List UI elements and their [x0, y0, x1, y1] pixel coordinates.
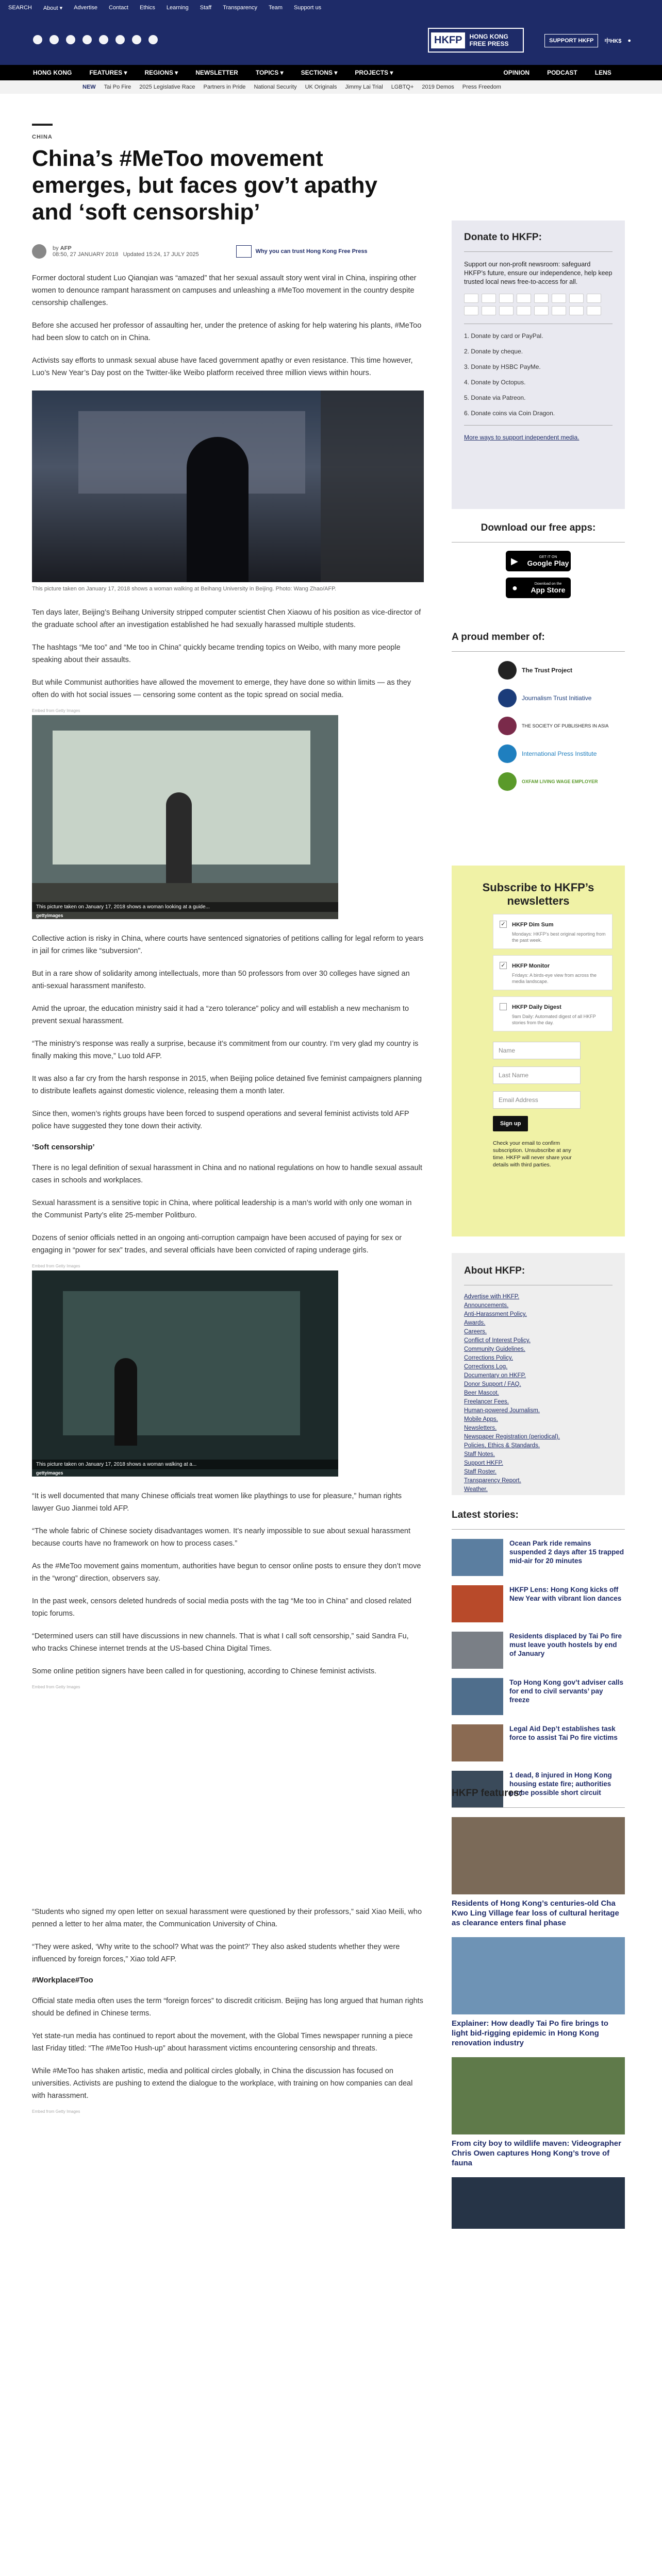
topbar-search[interactable]: SEARCH: [8, 5, 32, 11]
about-link[interactable]: Transparency Report.: [464, 1478, 521, 1484]
as-small: Download on the: [534, 582, 562, 586]
as-label: App Store: [531, 585, 566, 594]
about-link[interactable]: Human-powered Journalism.: [464, 1408, 540, 1414]
topbar-advertise[interactable]: Advertise: [74, 5, 98, 11]
user-icon[interactable]: ●: [627, 38, 631, 44]
about-link[interactable]: Corrections Policy.: [464, 1355, 514, 1361]
paragraph: Official state media often uses the term “foreign forces” to discredit criticism. Beijing has long argued that human rights should be defined in Chinese terms.: [32, 1997, 423, 2018]
paragraph: The hashtags “Me too” and “Me too in China” quickly became trending topics on Weibo, with many more people speaking about their assaults.: [32, 643, 401, 664]
sopa-logo: [498, 717, 517, 735]
member-sopa[interactable]: [498, 717, 625, 735]
bitcoin-icon: [569, 306, 584, 315]
about-link[interactable]: Careers.: [464, 1329, 487, 1335]
trending-item[interactable]: Partners in Pride: [203, 84, 246, 90]
facebook-icon[interactable]: [33, 35, 42, 44]
feature-image[interactable]: [452, 2177, 625, 2229]
gp-small: GET IT ON: [539, 555, 557, 559]
logo-line2: FREE PRESS: [469, 40, 509, 47]
divider: [452, 651, 625, 652]
story-thumbnail: [452, 1632, 503, 1669]
logo-mark: HKFP: [431, 32, 465, 48]
amex-icon: [499, 294, 514, 303]
newsletter-desc: Fridays: A birds-eye view from across the media landscape.: [512, 973, 597, 984]
byline-meta: [53, 245, 199, 258]
photo-trees: [321, 391, 424, 582]
payme-icon: [482, 306, 496, 315]
topbar-support[interactable]: Support us: [293, 5, 322, 11]
telegram-icon[interactable]: [132, 35, 141, 44]
getty-embed-placeholder: [32, 1689, 424, 1895]
member-label: THE SOCIETY OF PUBLISHERS IN ASIA: [522, 723, 609, 728]
trending-item[interactable]: UK Originals: [305, 84, 337, 90]
photo-figure: [187, 437, 249, 582]
getty-caption-overlay: This picture taken on January 17, 2018 shows a woman looking at a guide...: [32, 902, 338, 912]
googlepay-icon: [587, 294, 601, 303]
donate-option[interactable]: 3. Donate by HSBC PayMe.: [464, 363, 541, 370]
story-item[interactable]: [452, 1678, 625, 1715]
hkfp-logo[interactable]: [428, 28, 524, 53]
header-actions: [544, 34, 631, 47]
feature-title[interactable]: Residents of Hong Kong’s centuries-old Cha Kwo Ling Village fear loss of cultural heritage as clearance enters final phase: [452, 1899, 619, 1927]
apps-section: [452, 522, 625, 598]
getty-logo: gettyimages: [36, 913, 63, 918]
nav-sections[interactable]: SECTIONS ▾: [301, 69, 338, 76]
divider: [452, 1807, 625, 1808]
about-link[interactable]: Support HKFP.: [464, 1460, 503, 1466]
about-link[interactable]: Freelancer Fees.: [464, 1399, 509, 1405]
about-link[interactable]: Announcements.: [464, 1302, 509, 1309]
getty-caption-overlay: This picture taken on January 17, 2018 shows a woman walking at a...: [32, 1460, 338, 1469]
topbar-contact[interactable]: Contact: [109, 5, 128, 11]
about-link[interactable]: Beer Mascot.: [464, 1390, 499, 1396]
about-link[interactable]: Newsletters.: [464, 1425, 497, 1431]
donate-option[interactable]: 1. Donate by card or PayPal.: [464, 332, 543, 340]
newsletter-option-dimsum[interactable]: [493, 914, 613, 949]
trust-project-logo: [498, 661, 517, 680]
unionpay-icon: [552, 294, 566, 303]
logo-line1: HONG KONG: [469, 33, 508, 40]
newsletter-checkbox[interactable]: ✓: [500, 962, 507, 969]
x-twitter-icon[interactable]: [66, 35, 75, 44]
newsletter-option-monitor[interactable]: [493, 955, 613, 990]
paragraph: Activists say efforts to unmask sexual abuse have faced government apathy or even resistance. This time however, Luo’s New Year’s Day post on the Twitter-like Weibo platform received three million views within hours.: [32, 357, 413, 377]
about-link[interactable]: Anti-Harassment Policy.: [464, 1311, 527, 1317]
paragraph: “They were asked, ‘Why write to the school? What was the point?’ They also asked students whether they were influenced by foreign forces,” Xiao told AFP.: [32, 1943, 400, 1963]
latest-stories: [452, 1510, 625, 1808]
story-item[interactable]: [452, 1632, 625, 1669]
donate-option[interactable]: 2. Donate by cheque.: [464, 348, 523, 355]
author-name[interactable]: AFP: [60, 245, 72, 251]
paragraph: “The whole fabric of Chinese society disadvantages women. It’s nearly impossible to sue about sexual harassment because courts have no framework on how to process cases.”: [32, 1527, 410, 1548]
rss-icon[interactable]: [148, 35, 158, 44]
about-title: About HKFP:: [464, 1265, 525, 1276]
members-title: A proud member of:: [452, 632, 545, 642]
feature-image[interactable]: [452, 1817, 625, 1894]
subheading-soft-censorship: ‘Soft censorship’: [32, 1143, 95, 1151]
newsletter-name: HKFP Daily Digest: [512, 1004, 561, 1010]
applepay-icon: [569, 294, 584, 303]
photo-person: [114, 1358, 137, 1446]
octopus-icon: [464, 306, 478, 315]
trending-item[interactable]: Tai Po Fire: [104, 84, 131, 90]
about-link[interactable]: Community Guidelines.: [464, 1346, 525, 1352]
paragraph: It was also a far cry from the harsh response in 2015, when Beijing police detained five feminist campaigners planning to distribute leaflets against domestic violence, releasing them a month later.: [32, 1075, 422, 1095]
story-title[interactable]: 1 dead, 8 injured in Hong Kong housing estate fire; authorities probe possible short circuit: [509, 1771, 612, 1797]
topbar-learning[interactable]: Learning: [166, 5, 189, 11]
paragraph: “The ministry’s response was really a surprise, because it’s commitment from our country. I’m very glad my country is finally making this move,” Luo told AFP.: [32, 1040, 419, 1060]
paragraph: “Determined users can still have discussions in new channels. That is what I call soft censorship,” said Sandra Fu, who tracks Chinese internet trends at the US-based China Digital Times.: [32, 1632, 409, 1653]
paragraph: Amid the uproar, the education ministry said it had a “zero tolerance” policy and will establish a new mechanism to prevent sexual harassment.: [32, 1005, 409, 1025]
nav-opinion[interactable]: OPINION: [503, 69, 530, 76]
story-thumbnail: [452, 1585, 503, 1622]
paragraph: There is no legal definition of sexual harassment in China and no national regulations on how to handle sexual assault cases in schools and workplaces.: [32, 1164, 422, 1184]
trust-project-icon: [236, 245, 252, 258]
about-link[interactable]: Staff Notes.: [464, 1451, 495, 1458]
getty-credit[interactable]: Embed from Getty Images: [32, 1685, 80, 1689]
story-item[interactable]: [452, 1585, 625, 1622]
member-label: International Press Institute: [522, 750, 597, 757]
trending-item[interactable]: Press Freedom: [462, 84, 501, 90]
byline: [32, 244, 424, 259]
newsletter-checkbox[interactable]: [500, 1003, 507, 1010]
getty-credit[interactable]: Embed from Getty Images: [32, 708, 80, 713]
photo-person: [166, 792, 192, 895]
feature-image[interactable]: [452, 2057, 625, 2134]
member-label: OXFAM LIVING WAGE EMPLOYER: [522, 778, 598, 784]
topbar-ethics[interactable]: Ethics: [139, 5, 155, 11]
newsletter-name: HKFP Dim Sum: [512, 922, 554, 928]
publish-date: 08:50, 27 JANUARY 2018: [53, 251, 119, 258]
donate-option[interactable]: 6. Donate coins via Coin Dragon.: [464, 410, 555, 417]
author-avatar: [32, 244, 46, 259]
donate-option[interactable]: 5. Donate via Patreon.: [464, 394, 526, 401]
nav-lens[interactable]: LENS: [594, 69, 611, 76]
support-hkfp-button[interactable]: SUPPORT HKFP: [544, 34, 598, 47]
wechat-icon: [534, 306, 549, 315]
article-body: [32, 272, 424, 2114]
trust-link[interactable]: [236, 245, 368, 258]
first-name-input[interactable]: Name: [493, 1042, 581, 1059]
paragraph: Yet state-run media has continued to report about the movement, with the Global Times newspaper running a piece last Friday titled: “The #MeToo Hush-up” about harassment victims encountering censorship and threats.: [32, 2032, 413, 2053]
about-link[interactable]: Donor Support / FAQ.: [464, 1381, 521, 1387]
member-label: Journalism Trust Initiative: [522, 694, 592, 702]
paragraph: In the past week, censors deleted hundreds of social media posts with the tag “Me too in China” and closed related topic forums.: [32, 1597, 411, 1618]
paragraph: While #MeToo has shaken artistic, media and political circles globally, in China the discussion has focused on universities. Activists are pushing to extend the dialogue to the workplace, with training on how companies can deal with harassment.: [32, 2067, 413, 2100]
trending-label: NEW: [82, 84, 96, 90]
about-link[interactable]: Documentary on HKFP.: [464, 1372, 526, 1379]
newsletter-option-digest[interactable]: [493, 996, 613, 1031]
paragraph: Ten days later, Beijing’s Beihang University stripped computer scientist Chen Xiaowu of his position as vice-director of the graduate school after an investigation established he had sexually harassed multiple students.: [32, 608, 421, 629]
member-jti[interactable]: [498, 689, 625, 707]
about-link[interactable]: Corrections Log.: [464, 1364, 508, 1370]
patreon-icon: [552, 306, 566, 315]
jti-logo: [498, 689, 517, 707]
about-link[interactable]: Newspaper Registration (periodical).: [464, 1434, 560, 1440]
about-link[interactable]: Policies, Ethics & Standards.: [464, 1443, 540, 1449]
story-thumbnail: [452, 1724, 503, 1761]
nav-newsletter[interactable]: NEWSLETTER: [195, 69, 238, 76]
newsletter-desc: 9am Daily: Automated digest of all HKFP stories from the day.: [512, 1014, 596, 1025]
article-category[interactable]: CHINA: [32, 134, 53, 140]
trending-item[interactable]: 2025 Legislative Race: [139, 84, 195, 90]
logo-text: [469, 33, 508, 47]
donate-text: Support our non-profit newsroom: safeguard HKFP’s future, ensure our independence, help keep trusted local news free-to-access for all.: [464, 261, 613, 285]
trending-item[interactable]: Jimmy Lai Trial: [345, 84, 383, 90]
linkedin-icon[interactable]: [115, 35, 125, 44]
paragraph: Since then, women’s rights groups have been forced to suspend operations and several feminist activists told AFP police have suggested they tone down their activity.: [32, 1110, 409, 1130]
paragraph: Collective action is risky in China, where courts have sentenced signatories of petitions calling for legal reform to years in jail for crimes like “subversion”.: [32, 935, 424, 955]
getty-photo[interactable]: [32, 715, 338, 919]
getty-logo: gettyimages: [36, 1470, 63, 1476]
trending-bar: [0, 80, 662, 94]
divider: [452, 1529, 625, 1530]
paragraph: As the #MeToo movement gains momentum, authorities have begun to censor online posts to ensure they don’t move in the “wrong” direction, observers say.: [32, 1562, 421, 1583]
topbar-transparency[interactable]: Transparency: [223, 5, 258, 11]
about-link[interactable]: Awards.: [464, 1320, 486, 1326]
trending-item[interactable]: LGBTQ+: [391, 84, 414, 90]
paragraph: Dozens of senior officials netted in an ongoing anti-corruption campaign have been accused of paying for sex or engaging in “power for sex” trades, and several officials have been convicted of raping underage girls.: [32, 1234, 402, 1255]
story-title[interactable]: Residents displaced by Tai Po fire must leave youth hostels by end of January: [509, 1632, 622, 1657]
feature-image[interactable]: [452, 1937, 625, 2014]
paragraph: “It is well documented that many Chinese officials treat women like playthings to use for pleasure,” human rights lawyer Guo Jianmei told AFP.: [32, 1492, 402, 1513]
apps-title: Download our free apps:: [481, 522, 596, 533]
paragraph: Before she accused her professor of assaulting her, under the pretence of asking for help watering his plants, #MeToo had been slow to catch on in China.: [32, 321, 422, 342]
newsletter-name: HKFP Monitor: [512, 963, 550, 969]
paragraph: But while Communist authorities have allowed the movement to emerge, they have done so within limits — as they often do with hot social issues — censoring some content as the topic spread on social media.: [32, 679, 411, 699]
alipay-icon: [517, 306, 531, 315]
mastercard-icon: [482, 294, 496, 303]
story-title[interactable]: Ocean Park ride remains suspended 2 days after 15 trapped mid-air for 20 minutes: [509, 1539, 624, 1565]
youtube-icon[interactable]: [99, 35, 108, 44]
about-box: [452, 1253, 625, 1495]
article-title: China’s #MeToo movement emerges, but faces gov’t apathy and ‘soft censorship’: [32, 146, 377, 225]
topbar-staff[interactable]: Staff: [200, 5, 212, 11]
story-title[interactable]: Legal Aid Dep’t establishes task force to assist Tai Po fire victims: [509, 1725, 618, 1741]
social-links: [33, 35, 158, 44]
donate-box: [452, 221, 625, 509]
paragraph: “Students who signed my open letter on sexual harassment were questioned by their professors,” said Xiao Meili, who penned a letter to her alma mater, the Communication University of China.: [32, 1908, 422, 1928]
story-title[interactable]: HKFP Lens: Hong Kong kicks off New Year with vibrant lion dances: [509, 1586, 622, 1602]
donate-option[interactable]: 4. Donate by Octopus.: [464, 379, 526, 386]
payment-methods: [464, 294, 613, 315]
donate-title: Donate to HKFP:: [464, 232, 542, 243]
app-store-badge[interactable]: [506, 578, 571, 598]
last-name-input[interactable]: Last Name: [493, 1066, 581, 1084]
newsletter-note: Check your email to confirm subscription. Unsubscribe at any time. HKFP will never share your details with third parties.: [493, 1140, 572, 1168]
nav-topics[interactable]: TOPICS ▾: [255, 69, 284, 76]
email-input[interactable]: Email Address: [493, 1091, 581, 1109]
trending-item[interactable]: National Security: [254, 84, 297, 90]
donate-list: [464, 332, 613, 417]
features-title: HKFP features:: [452, 1788, 522, 1799]
divider: [464, 251, 613, 252]
article-column: [32, 124, 424, 2114]
google-play-badge[interactable]: [506, 551, 571, 571]
story-item[interactable]: [452, 1724, 625, 1761]
member-oxfam[interactable]: [498, 772, 625, 791]
story-item[interactable]: [452, 1539, 625, 1576]
getty-credit[interactable]: Embed from Getty Images: [32, 1264, 80, 1268]
getty-photo[interactable]: [32, 1270, 338, 1477]
paragraph: Sexual harassment is a sensitive topic in China, where political leadership is a man’s world with only one woman in the Communist Party’s elite 25-member Politburo.: [32, 1199, 412, 1219]
google-play-icon: ▶: [511, 556, 518, 566]
subheading-workplace: #Workplace#Too: [32, 1976, 93, 1985]
newsletter-checkbox[interactable]: ✓: [500, 921, 507, 928]
visa-icon: [464, 294, 478, 303]
about-links: [464, 1294, 613, 1493]
divider: [452, 542, 625, 543]
members-section: [452, 632, 625, 791]
updated-date: Updated 15:24, 17 JULY 2025: [123, 251, 199, 258]
story-thumbnail: [452, 1678, 503, 1715]
divider: [464, 425, 613, 426]
instagram-icon[interactable]: [49, 35, 59, 44]
nav-features[interactable]: FEATURES ▾: [89, 69, 127, 76]
about-link[interactable]: Mobile Apps.: [464, 1416, 498, 1422]
byline-by: by: [53, 245, 59, 251]
story-thumbnail: [452, 1539, 503, 1576]
topbar-about[interactable]: About ▾: [43, 5, 63, 11]
latest-title: Latest stories:: [452, 1510, 519, 1520]
photo-ground: [32, 883, 338, 919]
nav-projects[interactable]: PROJECTS ▾: [355, 69, 393, 76]
about-link[interactable]: Advertise with HKFP.: [464, 1294, 520, 1300]
nav-podcast[interactable]: PODCAST: [547, 69, 577, 76]
nav-regions[interactable]: REGIONS ▾: [144, 69, 178, 76]
trending-item[interactable]: 2019 Demos: [422, 84, 454, 90]
about-link[interactable]: Conflict of Interest Policy.: [464, 1337, 531, 1344]
about-link[interactable]: Staff Roster.: [464, 1469, 497, 1475]
site-header: [0, 15, 662, 65]
member-trust-project[interactable]: [498, 661, 625, 680]
feature-title[interactable]: From city boy to wildlife maven: Videographer Chris Owen captures Hong Kong’s trove of fauna: [452, 2139, 621, 2167]
jcb-icon: [534, 294, 549, 303]
language-switch[interactable]: 中HK$: [604, 38, 622, 44]
feature-title[interactable]: Explainer: How deadly Tai Po fire brings to light bid-rigging epidemic in Hong Kong renovation industry: [452, 2019, 608, 2047]
more-ways-link[interactable]: More ways to support independent media.: [464, 434, 580, 441]
apple-icon: ●: [512, 583, 518, 593]
cheque-icon: [587, 306, 601, 315]
features-section: [452, 1788, 625, 2229]
member-label: The Trust Project: [522, 666, 573, 674]
newsletter-box: [452, 866, 625, 1236]
threads-icon[interactable]: [82, 35, 92, 44]
getty-credit[interactable]: Embed from Getty Images: [32, 2109, 80, 2114]
paragraph: Former doctoral student Luo Qianqian was “amazed” that her sexual assault story went viral in China, inspiring other women to denounce rampant harassment on campuses and unleashing a #MeToo movement in the country despite censorship challenges.: [32, 274, 417, 307]
about-link[interactable]: Weather.: [464, 1486, 488, 1493]
paragraph: Some online petition signers have been called in for questioning, according to Chinese feminist activists.: [32, 1667, 377, 1675]
paragraph: But in a rare show of solidarity among intellectuals, more than 50 professors from over 30 colleges have signed an anti-sexual harassment manifesto.: [32, 970, 410, 990]
top-utility-bar: [0, 0, 662, 15]
paypal-icon: [517, 294, 531, 303]
trust-label: Why you can trust Hong Kong Free Press: [255, 248, 368, 255]
article-photo: [32, 391, 424, 582]
member-ipi[interactable]: [498, 744, 625, 763]
gp-label: Google Play: [527, 558, 569, 567]
fps-icon: [499, 306, 514, 315]
newsletter-title: Subscribe to HKFP’s newsletters: [482, 881, 594, 907]
oxfam-logo: [498, 772, 517, 791]
nav-hong-kong[interactable]: HONG KONG: [33, 69, 72, 76]
photo-caption: This picture taken on January 17, 2018 shows a woman walking at Beihang University in Beijing. Photo: Wang Zhao/AFP.: [32, 586, 337, 592]
signup-button[interactable]: Sign up: [493, 1116, 528, 1131]
story-title[interactable]: Top Hong Kong gov’t adviser calls for end to civil servants’ pay freeze: [509, 1679, 624, 1704]
newsletter-desc: Mondays: HKFP’s best original reporting from the past week.: [512, 931, 606, 943]
title-rule: [32, 124, 53, 126]
photo-building: [63, 1291, 300, 1435]
ipi-logo: [498, 744, 517, 763]
main-nav: [0, 65, 662, 80]
topbar-team[interactable]: Team: [269, 5, 283, 11]
